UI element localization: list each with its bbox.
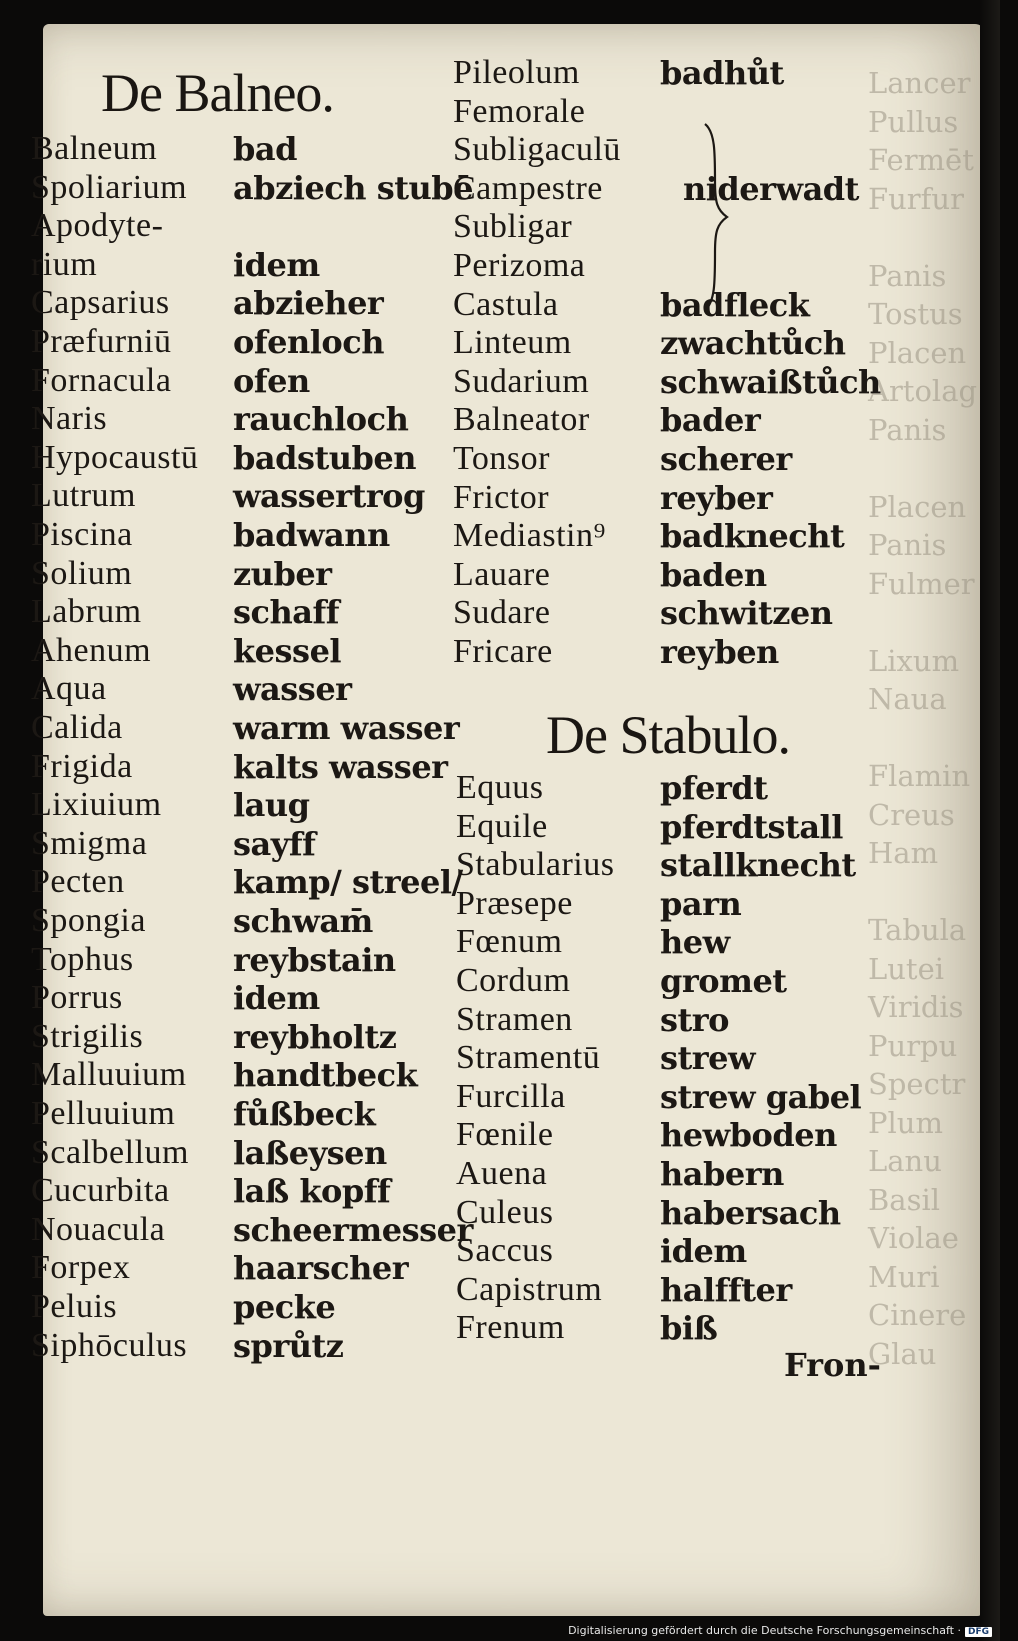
latin-term: Labrum (31, 593, 142, 631)
latin-term: Culeus (456, 1193, 554, 1231)
latin-term: Spoliarium (31, 168, 188, 206)
german-term: haarscher (233, 1249, 409, 1288)
german-term: abziech stubē (233, 168, 473, 207)
latin-term: Lixiuium (31, 786, 162, 824)
german-term: handtbeck (233, 1056, 418, 1095)
german-term: laug (233, 786, 310, 825)
latin-term: Frenum (456, 1309, 565, 1347)
latin-term: Capistrum (456, 1270, 603, 1308)
latin-term: Peluis (31, 1288, 118, 1325)
german-term: reybstain (233, 940, 396, 979)
latin-term: Frictor (453, 478, 550, 516)
latin-term: Sudare (453, 594, 551, 632)
latin-term: Stramen (456, 1000, 573, 1038)
german-term: reyben (660, 633, 779, 671)
german-term: schwam̄ (233, 902, 373, 940)
latin-term: Castula (453, 285, 559, 323)
german-term: rauchloch (233, 400, 409, 439)
latin-term: Præsepe (456, 884, 573, 922)
german-term: sayff (233, 824, 316, 863)
german-term: wasser (233, 670, 352, 709)
latin-term: Spongia (31, 902, 146, 939)
right-brace (701, 122, 731, 312)
german-term: scherer (660, 440, 792, 478)
latin-term: Fricare (453, 633, 553, 670)
latin-term: Subligar (453, 208, 573, 246)
german-term: strew gabel (660, 1077, 862, 1116)
latin-term: Lutrum (31, 477, 136, 515)
german-term: kessel (233, 631, 342, 670)
german-term: kalts wasser (233, 747, 448, 786)
latin-term: Auena (456, 1155, 548, 1192)
german-term: laß kopff (233, 1172, 391, 1211)
latin-term: Præfurniū (31, 323, 172, 360)
german-term: kamp/ streel/ (233, 863, 463, 902)
german-term: hew (660, 923, 730, 962)
german-term: idem (233, 979, 320, 1018)
section-heading-de-balneo: De Balneo. (101, 63, 334, 123)
latin-term: Furcilla (456, 1077, 566, 1115)
latin-term: Pelluuium (31, 1095, 176, 1132)
german-term: wassertrog (233, 477, 425, 516)
latin-term: Hypocaustū (31, 438, 199, 476)
german-term: idem (660, 1232, 747, 1271)
latin-term: Cucurbita (31, 1172, 170, 1210)
latin-term: Fornacula (31, 361, 172, 399)
latin-term: Balneum (31, 130, 158, 167)
german-term: habern (660, 1155, 784, 1193)
latin-term: Femorale (453, 92, 586, 130)
german-term: scheermesser (233, 1210, 473, 1249)
dfg-logo: DFG (965, 1627, 992, 1637)
german-term: badfleck (660, 285, 810, 324)
latin-term: Solium (31, 554, 133, 592)
latin-term: Cordum (456, 962, 571, 999)
german-term: hewboden (660, 1116, 837, 1155)
german-term: schwaißtůch (660, 362, 881, 401)
latin-term: Aqua (31, 670, 107, 708)
latin-term: Stabularius (456, 846, 615, 884)
latin-term: Mediastin⁹ (453, 517, 606, 555)
german-term: bader (660, 401, 761, 440)
german-term: habersach (660, 1193, 841, 1232)
german-term: pferdt (660, 769, 768, 807)
book-page (31, 24, 985, 1616)
latin-term: Equus (456, 769, 544, 806)
german-term: strew (660, 1039, 756, 1078)
german-term: pecke (233, 1288, 336, 1326)
german-term: baden (660, 555, 767, 594)
german-term: schaff (233, 593, 340, 632)
german-term: warm wasser (233, 709, 460, 747)
latin-term: Pecten (31, 863, 125, 901)
german-term: reybholtz (233, 1017, 397, 1056)
latin-term: Saccus (456, 1232, 554, 1270)
catchword: Fron- (784, 1346, 881, 1384)
footer-text: Digitalisierung gefördert durch die Deutsche Forschungsgemeinschaft · (568, 1624, 961, 1637)
latin-term: Calida (31, 709, 123, 746)
latin-term: Apodyte- (31, 207, 164, 245)
latin-term: Porrus (31, 979, 123, 1017)
latin-term: Ahenum (31, 631, 152, 669)
latin-term: Strigilis (31, 1017, 144, 1055)
latin-term: Malluuium (31, 1056, 187, 1094)
latin-term: Frigida (31, 747, 133, 785)
latin-term: Fœnile (456, 1116, 554, 1154)
latin-term: Fœnum (456, 923, 563, 961)
german-term: badhůt (660, 54, 784, 92)
german-term: zuber (233, 554, 332, 593)
german-term: schwitzen (660, 594, 833, 633)
german-term: sprůtz (233, 1326, 344, 1365)
german-term: parn (660, 884, 742, 923)
german-term: stallknecht (660, 846, 856, 885)
latin-term: Tonsor (453, 440, 550, 477)
german-term: zwachtůch (660, 324, 846, 363)
latin-term: Campestre (453, 169, 603, 207)
latin-term: Sudarium (453, 362, 590, 400)
german-term: bad (233, 130, 297, 168)
section-heading-de-stabulo: De Stabulo. (546, 705, 790, 765)
digitization-footer (568, 1624, 992, 1637)
german-term: biß (660, 1309, 718, 1348)
latin-term: Perizoma (453, 247, 586, 284)
german-term: halffter (660, 1270, 792, 1309)
latin-term: Subligaculū (453, 131, 621, 169)
latin-term: Forpex (31, 1249, 131, 1287)
show-through-text: Lancer Pullus Fermēt Furfur Panis Tostus Placen Artolag Panis Placen Panis Fulmer Lixum Naua Flamin Creus Ham Tabula Lutei Viridis Purpu Spectr Plum Lanu Basil Violae Muri Cinere Glau (868, 66, 978, 1371)
latin-term: Linteum (453, 324, 572, 362)
latin-term: Pileolum (453, 54, 580, 91)
latin-term: Lauare (453, 555, 551, 593)
german-term: ofenloch (233, 323, 384, 361)
german-term: idem (233, 245, 320, 284)
german-term: reyber (660, 478, 773, 517)
latin-term: Tophus (31, 940, 134, 978)
german-term: badstuben (233, 438, 417, 477)
german-term: abzieher (233, 284, 384, 323)
latin-term: rium (31, 245, 98, 283)
latin-term: Scalbellum (31, 1133, 189, 1171)
german-term: stro (660, 1000, 729, 1039)
latin-term: Stramentū (456, 1039, 601, 1077)
latin-term: Nouacula (31, 1210, 166, 1248)
german-term: gromet (660, 962, 787, 1000)
german-term: laßeysen (233, 1133, 387, 1172)
german-term: pferdtstall (660, 807, 843, 846)
latin-term: Balneator (453, 401, 590, 439)
german-term: niderwadt (683, 169, 859, 208)
latin-term: Piscina (31, 516, 133, 553)
german-term: fůßbeck (233, 1095, 376, 1133)
latin-term: Capsarius (31, 284, 170, 322)
german-term: badwann (233, 516, 390, 554)
scan-edge (980, 0, 1000, 1641)
latin-term: Smigma (31, 824, 148, 862)
latin-term: Naris (31, 400, 108, 438)
german-term: badknecht (660, 517, 845, 556)
german-term: ofen (233, 361, 310, 400)
latin-term: Equile (456, 807, 548, 845)
latin-term: Siphōculus (31, 1326, 188, 1364)
